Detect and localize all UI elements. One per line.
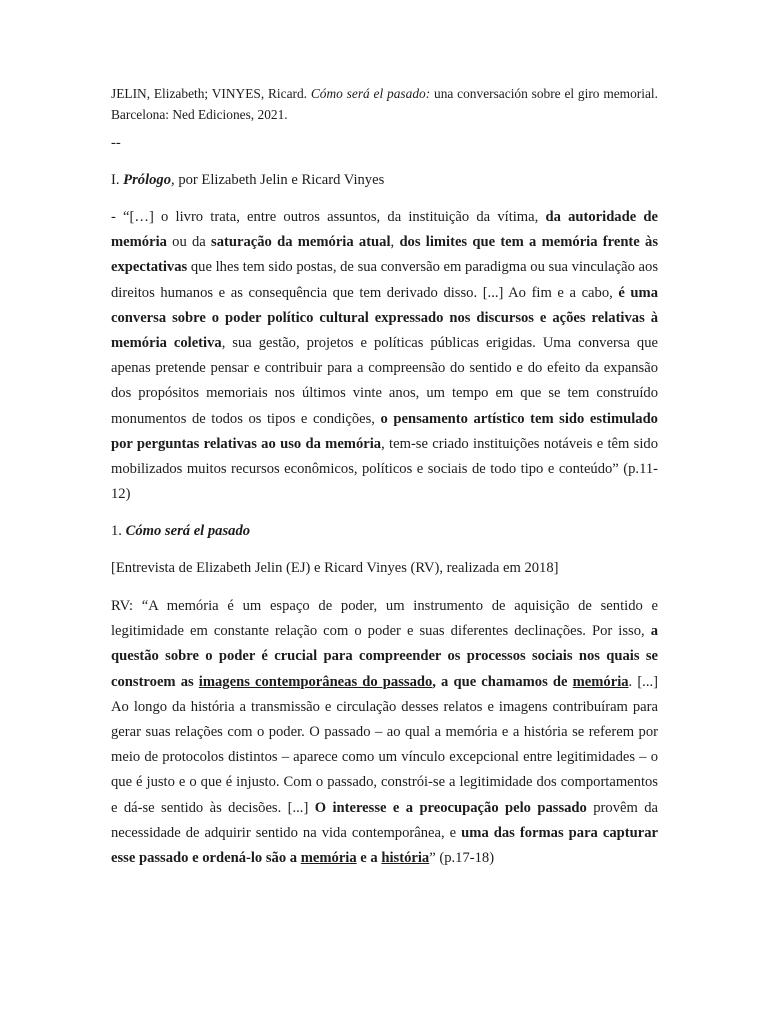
chapter-heading: 1. Cómo será el pasado [111,523,251,539]
interview-note: [Entrevista de Elizabeth Jelin (EJ) e Ricard Vinyes (RV), realizada em 2018] [111,560,559,576]
reference-title: Cómo será el pasado: [310,86,431,101]
bibliographic-reference [111,84,658,125]
prologue-quote: - “[…] o livro trata, entre outros assuntos, da instituição da vítima, da autoridade de memória ou da saturação da memória atual, dos limites que tem a memória frente às expectativas que lhes tem sido postas, de sua conversão em paradigma ou sua vinculação aos direitos humanos e as consequência que tem derivado disso. [...] Ao fim e a cabo, é uma conversa sobre o poder político cultural expressado nos discursos e ações relativas à memória coletiva, sua gestão, projetos e políticas públicas erigidas. Uma conversa que apenas pretende pensar e contribuir para a compreensão do sentido e do efeito da expansão dos propósitos memoriais nos últimos vinte anos, um tempo em que se tem construído monumentos de todos os tipos e condições, o pensamento artístico tem sido estimulado por perguntas relativas ao uso da memória, tem-se criado instituições notáveis e têm sido mobilizados muitos recursos econômicos, políticos e sociais de todo tipo e conteúdo” (p.11-12) [111,209,659,503]
chapter-heading-title: Cómo será el pasado [125,523,251,539]
interview-quote: RV: “A memória é um espaço de poder, um instrumento de aquisição de sentido e legitimidade em constante relação com o poder e suas diferentes declinações. Por isso, a questão sobre o poder é crucial para compreender os processos sociais nos quais se constroem as imagens contemporâneas do passado, a que chamamos de memória. [...] Ao longo da história a transmissão e circulação desses relatos e imagens contribuíram para gerar suas relações com o poder. O passado – ao qual a memória e a história se referem por meio de protocolos distintos – aparece como um vínculo excepcional entre legitimidades – o que é justo e o que é injusto. Com o passado, constrói-se a legitimidade dos comportamentos e dá-se sentido às decisões. [...] O interesse e a preocupação pelo passado provêm da necessidade de adquirir sentido na vida contemporânea, e uma das formas para capturar esse passado e ordená-lo são a memória e a história” (p.17-18) [111,598,658,867]
reference-details: una conversación sobre el giro memorial. Barcelona: Ned Ediciones, 2021. [111,86,658,122]
reference-authors: JELIN, Elizabeth; VINYES, Ricard. [111,86,308,101]
prologue-heading-title: Prólogo [123,172,172,188]
prologue-heading: I. Prólogo, por Elizabeth Jelin e Ricard Vinyes [111,172,385,188]
separator: -- [111,135,121,151]
